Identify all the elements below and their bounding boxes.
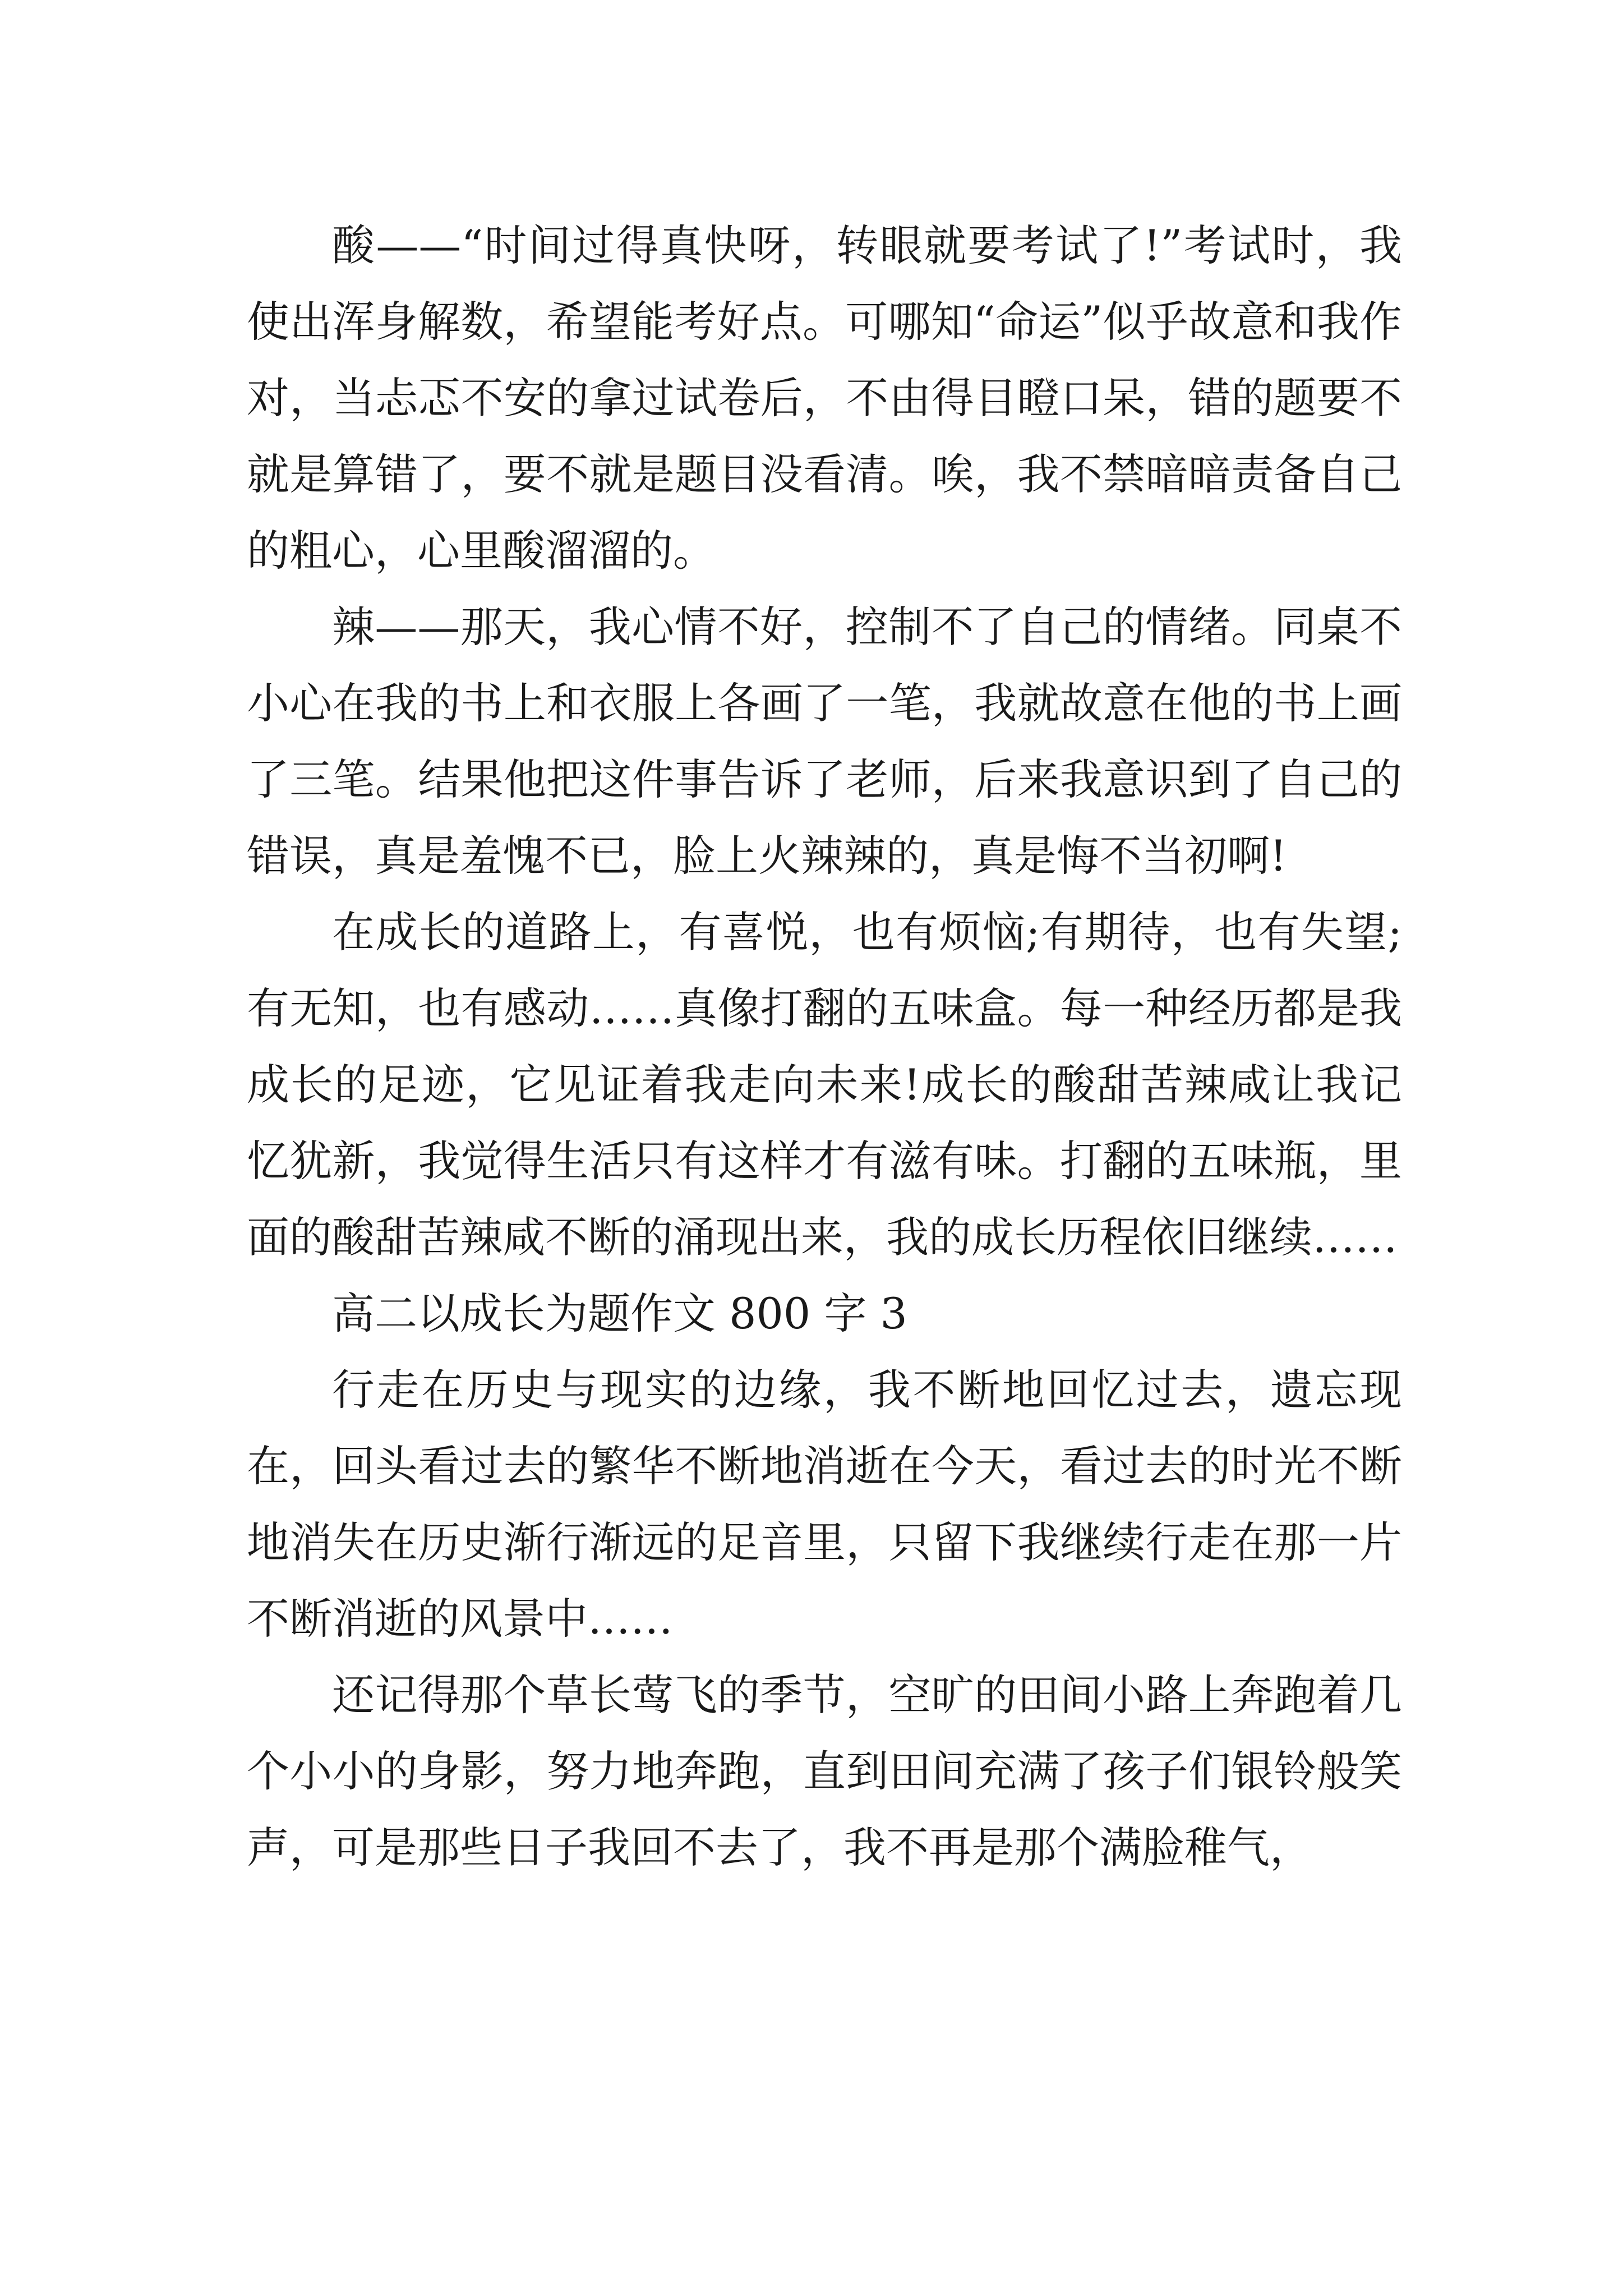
essay-title: 高二以成长为题作文 800 字 3 <box>332 1289 907 1338</box>
paragraph-sour: 酸——“时间过得真快呀，转眼就要考试了!”考试时，我使出浑身解数，希望能考好点。可哪知“命运”似乎故意和我作对，当忐忑不安的拿过试卷后，不由得目瞪口呆，错的题要不就是算错了，要不就是题目没看清。唉，我不禁暗暗责备自己的粗心，心里酸溜溜的。 <box>247 220 1402 576</box>
paragraph-growth-summary: 在成长的道路上，有喜悦，也有烦恼;有期待，也有失望;有无知，也有感动……真像打翻的五味盒。每一种经历都是我成长的足迹，它见证着我走向未来!成长的酸甜苦辣咸让我记忆犹新，我觉得生活只有这样才有滋有味。打翻的五味瓶，里面的酸甜苦辣咸不断的涌现出来，我的成长历程依旧继续…… <box>247 907 1402 1262</box>
paragraph-history-edge: 行走在历史与现实的边缘，我不断地回忆过去，遗忘现在，回头看过去的繁华不断地消逝在今天，看过去的时光不断地消失在历史渐行渐远的足音里，只留下我继续行走在那一片不断消逝的风景中…… <box>247 1365 1402 1644</box>
paragraph-memory: 还记得那个草长莺飞的季节，空旷的田间小路上奔跑着几个小小的身影，努力地奔跑，直到田间充满了孩子们银铃般笑声，可是那些日子我回不去了，我不再是那个满脸稚气， <box>247 1670 1402 1872</box>
document-body <box>247 208 1402 1886</box>
paragraph-spicy: 辣——那天，我心情不好，控制不了自己的情绪。同桌不小心在我的书上和衣服上各画了一笔，我就故意在他的书上画了三笔。结果他把这件事告诉了老师，后来我意识到了自己的错误，真是羞愧不已，脸上火辣辣的，真是悔不当初啊! <box>247 602 1402 881</box>
